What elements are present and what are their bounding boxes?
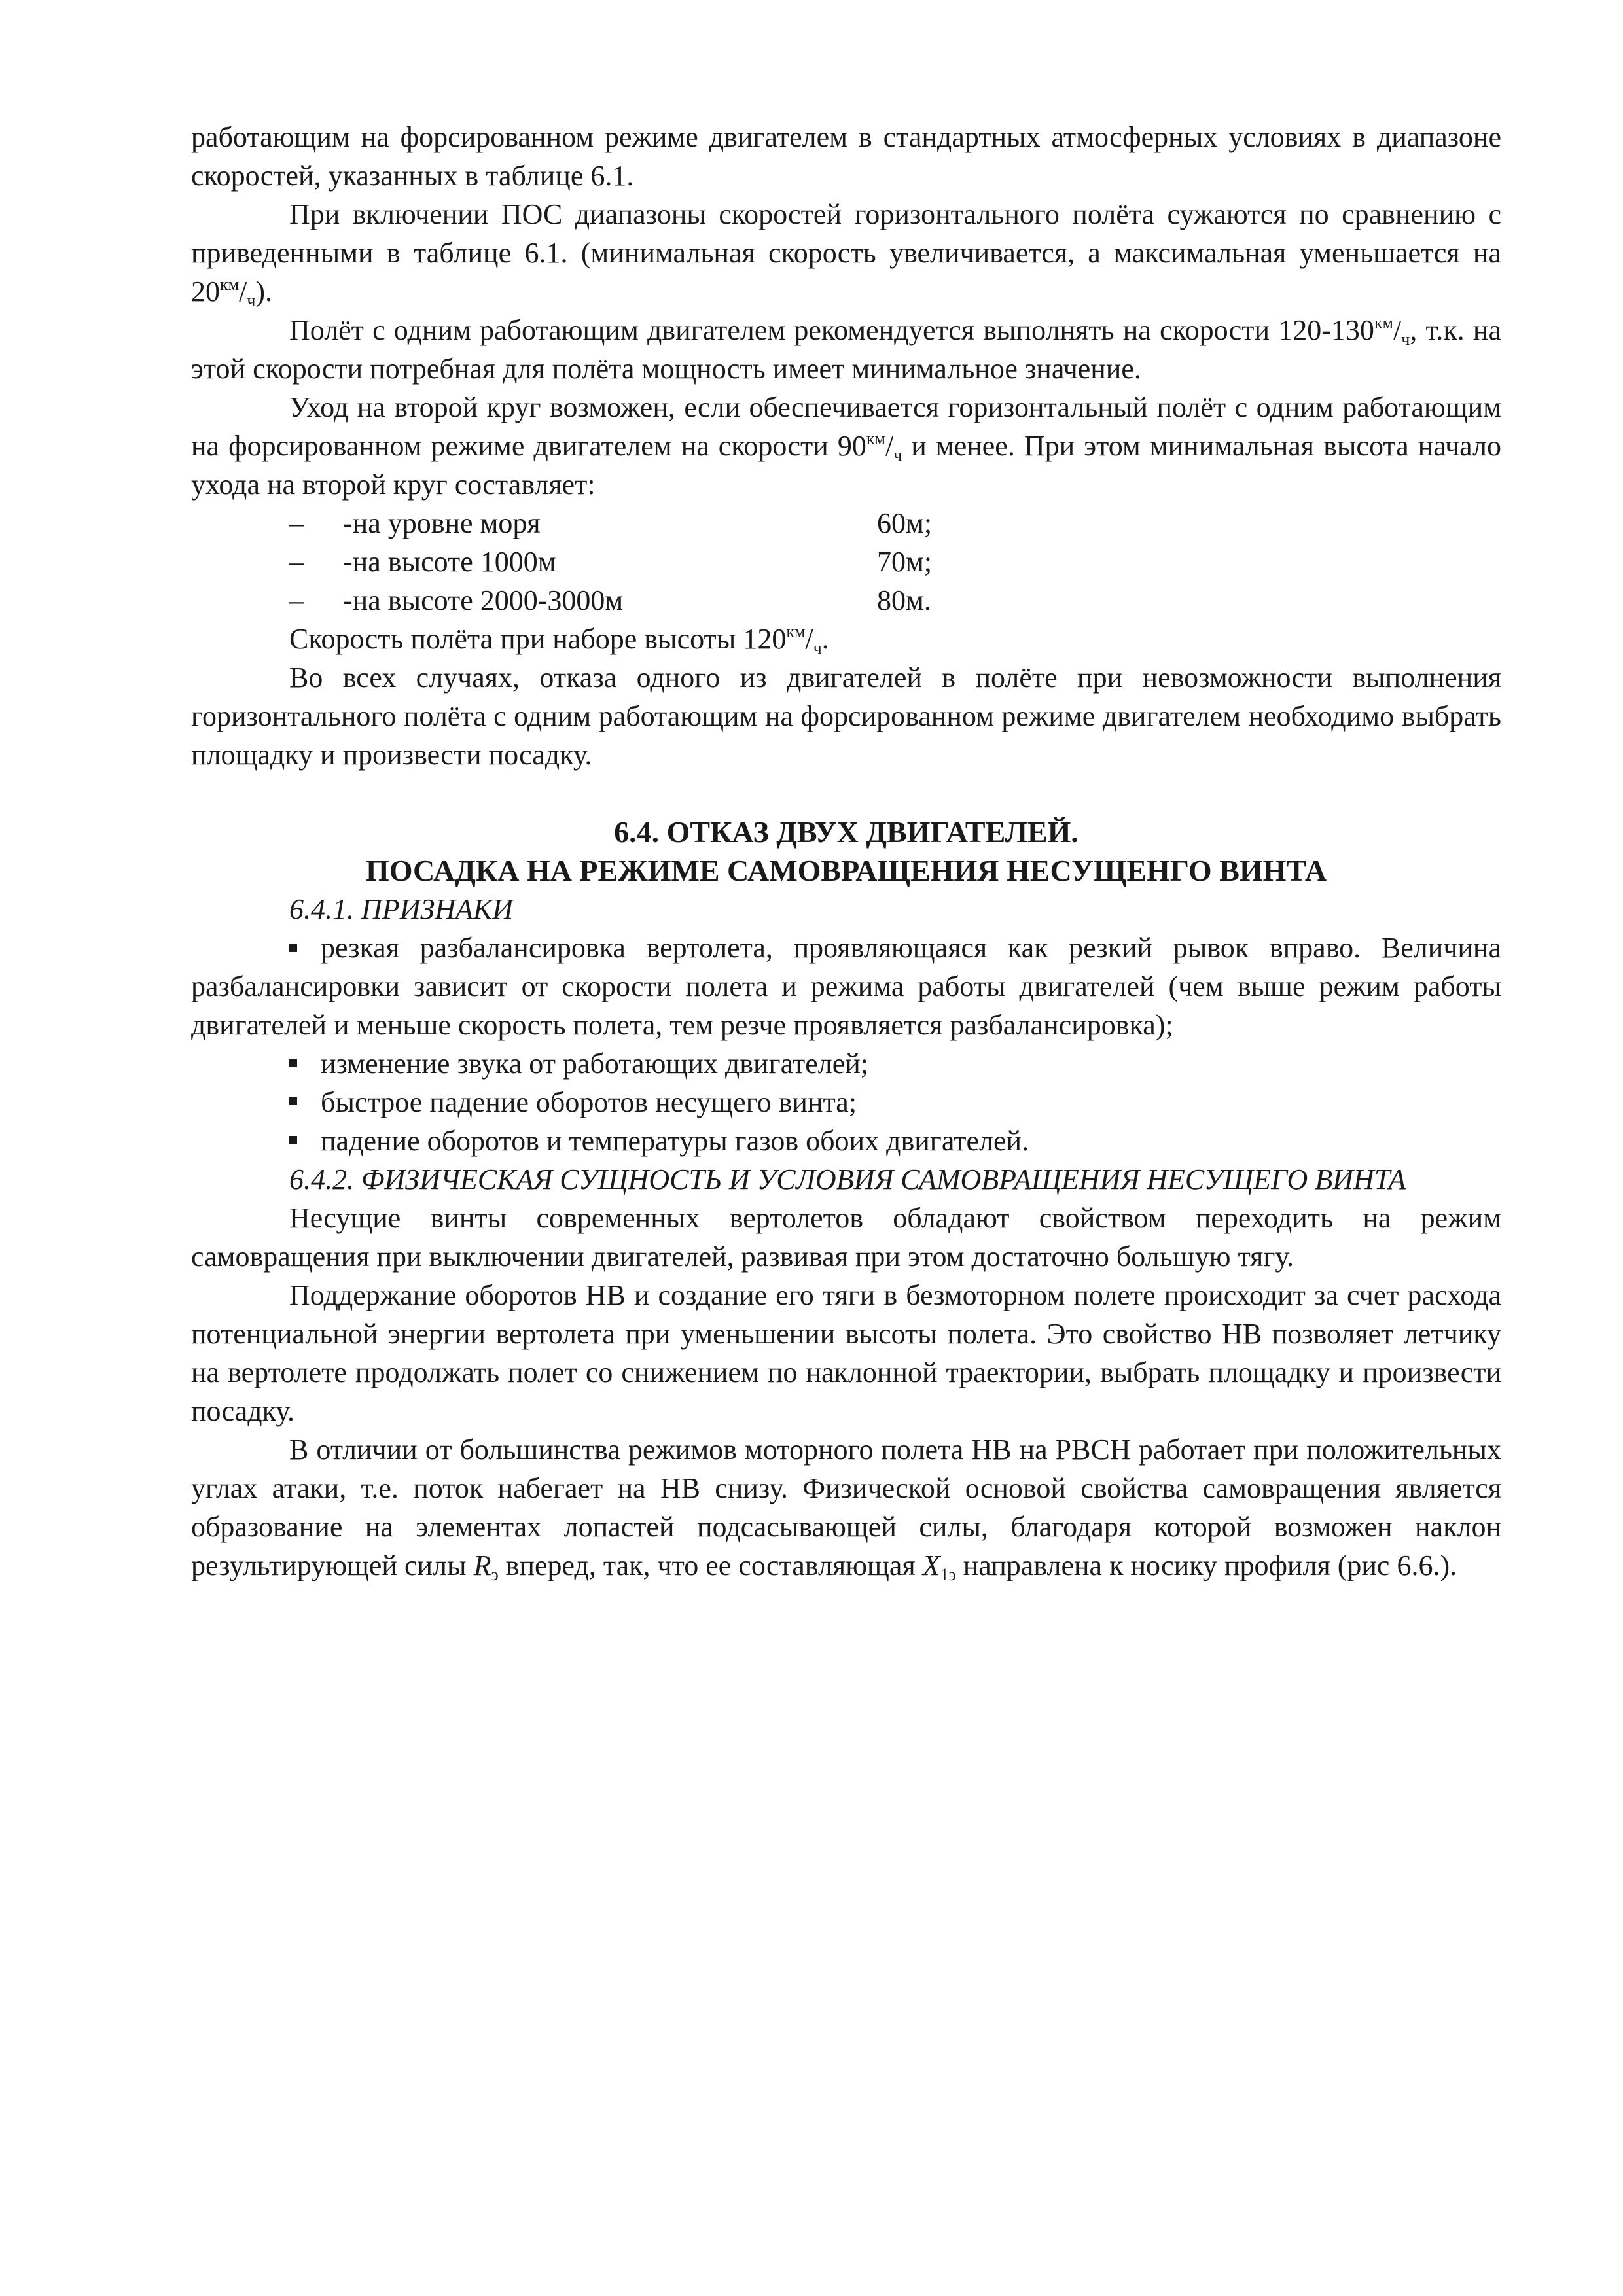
list-item	[191, 928, 1501, 1044]
text: В отличии от большинства режимов моторного полета НВ на РВСН работает при положительных углах атаки, т.е. поток набегает на НВ снизу. Физической основой свойства самовращения является образование на элементах лопастей подсасывающей силы, благодаря которой возможен наклон результирующей силы	[191, 1434, 1501, 1581]
unit-km: км	[220, 275, 240, 294]
text: .	[821, 623, 829, 655]
paragraph-rotors: Несущие винты современных вертолетов обладают свойством переходить на режим самовращения при выключении двигателей, развивая при этом достаточно большую тягу.	[191, 1202, 1501, 1273]
text: и менее. При этом минимальная высота начало ухода на второй круг составляет:	[191, 430, 1501, 501]
sign-text: падение оборотов и температуры газов обоих двигателей.	[321, 1125, 1029, 1157]
text: Полёт с одним работающим двигателем рекомендуется выполнять на скорости 120-130	[289, 314, 1374, 346]
dash-marker: –	[289, 546, 304, 578]
subsection-title-physics: 6.4.2. ФИЗИЧЕСКАЯ СУЩНОСТЬ И УСЛОВИЯ САМОВРАЩЕНИЯ НЕСУЩЕГО ВИНТА	[289, 1163, 1406, 1195]
sign-text: изменение звука от работающих двигателей;	[321, 1048, 869, 1080]
document-page	[191, 118, 1501, 1585]
paragraph-physics	[191, 1430, 1501, 1585]
altitude-label: -на уровне моря	[343, 507, 541, 539]
section-title-line2: ПОСАДКА НА РЕЖИМЕ САМОВРАЩЕНИЯ НЕСУЩЕНГО ВИНТА	[365, 854, 1327, 887]
dash-marker: –	[289, 584, 304, 616]
square-bullet-icon	[289, 944, 297, 952]
variable-x: X	[922, 1549, 940, 1581]
altitude-value: 80м.	[877, 584, 931, 616]
subsection-title-signs: 6.4.1. ПРИЗНАКИ	[289, 893, 513, 925]
altitude-label: -на высоте 2000-3000м	[343, 584, 624, 616]
paragraph-intro: работающим на форсированном режиме двигателем в стандартных атмосферных условиях в диапазоне скоростей, указанных в таблице 6.1.	[191, 121, 1501, 192]
unit-h: ч	[1401, 330, 1410, 349]
paragraph-single-engine-speed: Полёт с одним работающим двигателем рекомендуется выполнять на скорости $120-130^{км}/_ч$, т.к. на этой скорости потребная для полёта мощность имеет минимальное значение.	[191, 313, 1501, 385]
variable-r-subscript: э	[491, 1565, 499, 1584]
variable-r: R	[473, 1549, 491, 1581]
list-item	[191, 504, 1501, 542]
list-item	[191, 1044, 1501, 1083]
text: направлена к носику профиля (рис 6.6.).	[955, 1549, 1457, 1581]
unit-km: км	[1374, 313, 1393, 332]
altitude-label: -на высоте 1000м	[343, 546, 556, 578]
text: ).	[255, 275, 273, 308]
text: вперед, так, что ее составляющая	[498, 1549, 923, 1581]
altitude-list	[191, 504, 1501, 620]
text: , т.к. на этой скорости потребная для полёта мощность имеет минимальное значение.	[191, 314, 1501, 385]
square-bullet-icon	[289, 1059, 297, 1067]
section-title-line1: 6.4. ОТКАЗ ДВУХ ДВИГАТЕЛЕЙ.	[614, 815, 1079, 849]
signs-list	[191, 928, 1501, 1160]
unit-h: ч	[247, 291, 256, 310]
unit-h: ч	[893, 446, 902, 465]
square-bullet-icon	[289, 1097, 297, 1105]
list-item	[191, 581, 1501, 620]
list-item	[191, 1083, 1501, 1122]
paragraph-climb-speed: Скорость полёта при наборе высоты $120^{км}/_ч$.	[289, 622, 829, 658]
list-item	[191, 1122, 1501, 1160]
altitude-value: 70м;	[877, 546, 933, 578]
text: Уход на второй круг возможен, если обеспечивается горизонтальный полёт с одним работающим на форсированном режиме двигателем на скорости 90	[191, 391, 1501, 462]
paragraph-potential-energy: Поддержание оборотов НВ и создание его тяги в безмоторном полете происходит за счет расхода потенциальной энергии вертолета при уменьшении высоты полета. Это свойство НВ позволяет летчику на вертолете продолжать полет со снижением по наклонной траектории, выбрать площадку и произвести посадку.	[191, 1279, 1501, 1427]
unit-km: км	[786, 622, 806, 641]
paragraph-pos: При включении ПОС диапазоны скоростей горизонтального полёта сужаются по сравнению с приведенными в таблице 6.1. (минимальная скорость увеличивается, а максимальная уменьшается на $20^{км}/_ч$).	[191, 198, 1501, 310]
square-bullet-icon	[289, 1136, 297, 1144]
unit-km: км	[866, 429, 885, 448]
variable-x-subscript: 1э	[940, 1565, 956, 1584]
list-item	[191, 542, 1501, 581]
sign-text: быстрое падение оборотов несущего винта;	[321, 1086, 857, 1118]
text: При включении ПОС диапазоны скоростей горизонтального полёта сужаются по сравнению с приведенными в таблице 6.1. (минимальная скорость увеличивается, а максимальная уменьшается на 20	[191, 198, 1501, 308]
sign-text: резкая разбалансировка вертолета, проявляющаяся как резкий рывок вправо. Величина разбалансировки зависит от скорости полета и режима работы двигателей (чем выше режим работы двигателей и меньше скорость полета, тем резче проявляется разбалансировка);	[191, 932, 1501, 1041]
altitude-value: 60м;	[877, 507, 933, 539]
text: Скорость полёта при наборе высоты 120	[289, 623, 787, 655]
section-heading	[191, 813, 1501, 890]
unit-h: ч	[813, 639, 822, 658]
paragraph-go-around: Уход на второй круг возможен, если обеспечивается горизонтальный полёт с одним работающим на форсированном режиме двигателем на скорости $90^{км}/_ч$ и менее. При этом минимальная высота начало ухода на второй круг составляет:	[191, 391, 1501, 501]
paragraph-landing: Во всех случаях, отказа одного из двигателей в полёте при невозможности выполнения горизонтального полёта с одним работающим на форсированном режиме двигателем необходимо выбрать площадку и произвести посадку.	[191, 662, 1501, 771]
dash-marker: –	[289, 507, 304, 539]
